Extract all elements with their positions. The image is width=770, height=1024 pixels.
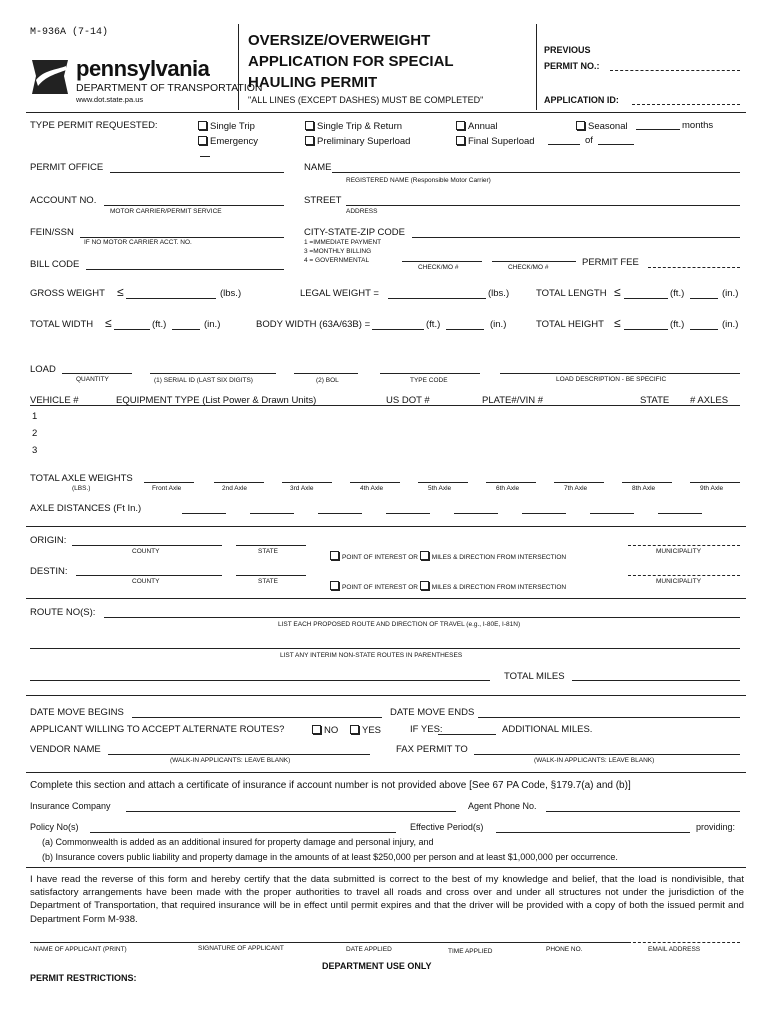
certification-text: I have read the reverse of this form and hereby certify that the data submitted is correct to the best of my knowledge and belief, that the load is nondivisible, that satisfactory arrangements have been made with the proper authorities to travel all roads and cross over and under all structures not under the jurisdiction of the Department of Transportation, that required insurance will be in effect until permit expires and that the driver will be provided with a copy of both the issued permit and Department Form M-938. — [30, 874, 744, 925]
legal-weight-unit: (lbs.) — [488, 288, 510, 299]
header-rule — [26, 112, 746, 113]
name-field[interactable] — [332, 172, 740, 173]
account-label: ACCOUNT NO. — [30, 195, 97, 206]
check-mo-field-1[interactable] — [402, 261, 482, 262]
single-trip-checkbox[interactable] — [198, 121, 207, 130]
applicant-name-label: NAME OF APPLICANT (PRINT) — [34, 946, 127, 953]
route-no-field[interactable] — [104, 617, 740, 618]
destin-poi-option[interactable]: POINT OF INTEREST OR MILES & DIRECTION FROM INTERSECTION — [330, 581, 566, 592]
street-label: STREET — [304, 195, 342, 206]
destin-municipality-sublabel: MUNICIPALITY — [656, 578, 702, 585]
additional-miles-field[interactable] — [438, 734, 496, 735]
legal-weight-label: LEGAL WEIGHT = — [300, 288, 379, 299]
destin-miles-checkbox[interactable] — [420, 581, 429, 590]
load-description-sublabel: LOAD DESCRIPTION - BE SPECIFIC — [556, 376, 667, 383]
bill-code-field[interactable] — [86, 269, 284, 270]
completion-note: "ALL LINES (EXCEPT DASHES) MUST BE COMPLETED" — [248, 95, 484, 105]
preliminary-superload-option[interactable]: Preliminary Superload — [305, 136, 410, 147]
state-header: STATE — [640, 395, 670, 406]
body-width-in-field[interactable] — [446, 329, 484, 330]
fein-field[interactable] — [80, 237, 284, 238]
destin-label: DESTIN: — [30, 566, 68, 577]
equipment-header: EQUIPMENT TYPE (List Power & Drawn Units) — [116, 395, 317, 406]
seasonal-of-field[interactable] — [598, 144, 634, 145]
origin-miles-checkbox[interactable] — [420, 551, 429, 560]
months-label: months — [682, 120, 714, 131]
permit-fee-label: PERMIT FEE — [582, 257, 639, 268]
total-width-in-field[interactable] — [172, 329, 200, 330]
permit-restrictions-label: PERMIT RESTRICTIONS: — [30, 973, 137, 983]
axle-col-8: 8th Axle — [632, 485, 656, 492]
header-divider-left — [238, 24, 239, 110]
department-use-label: DEPARTMENT USE ONLY — [322, 961, 432, 971]
vehicle-header: VEHICLE # — [30, 395, 79, 406]
final-superload-field[interactable] — [548, 144, 580, 145]
applicant-signature-label: SIGNATURE OF APPLICANT — [198, 945, 284, 952]
total-miles-label: TOTAL MILES — [504, 671, 565, 682]
name-label: NAME — [304, 162, 332, 173]
serial-sublabel: (1) SERIAL ID (LAST SIX DIGITS) — [154, 377, 253, 384]
front-axle-field[interactable] — [144, 482, 194, 483]
axle-col-5: 5th Axle — [428, 485, 452, 492]
le-symbol: ≤ — [614, 316, 621, 330]
route-section-rule — [26, 526, 746, 527]
permit-type-label: TYPE PERMIT REQUESTED: — [30, 120, 158, 131]
vendor-name-field[interactable] — [108, 754, 370, 755]
brand-name: pennsylvania — [76, 56, 210, 81]
effective-period-label: Effective Period(s) — [410, 822, 484, 832]
street-sublabel: ADDRESS — [346, 208, 378, 215]
origin-poi-option[interactable]: POINT OF INTEREST OR MILES & DIRECTION FROM INTERSECTION — [330, 551, 566, 562]
title-line-2: APPLICATION FOR SPECIAL — [248, 53, 454, 70]
axle-9-field[interactable] — [690, 482, 740, 483]
axle-distance-4-field[interactable] — [386, 513, 430, 514]
previous-permit-label: PERMIT NO.: — [544, 61, 600, 71]
destin-poi-checkbox[interactable] — [330, 581, 339, 590]
axle-col-4: 4th Axle — [360, 485, 384, 492]
single-trip-return-checkbox[interactable] — [305, 121, 314, 130]
street-field[interactable] — [346, 205, 740, 206]
total-width-in-unit: (in.) — [204, 319, 221, 330]
body-width-ft-field[interactable] — [372, 329, 424, 330]
route-sublabel-1: LIST EACH PROPOSED ROUTE AND DIRECTION OF TRAVEL (e.g., I-80E, I-81N) — [278, 621, 521, 628]
destin-state-sublabel: STATE — [258, 578, 278, 585]
total-length-ft-unit: (ft.) — [670, 288, 685, 299]
fax-walkin-note: (WALK-IN APPLICANTS: LEAVE BLANK) — [534, 757, 655, 764]
axle-distance-1-field[interactable] — [182, 513, 226, 514]
insurance-clause-a: (a) Commonwealth is added as an additional insured for property damage and personal injury, and — [42, 837, 434, 847]
load-bol-field[interactable] — [294, 373, 358, 374]
seasonal-option[interactable]: Seasonal — [576, 121, 628, 132]
date-begins-label: DATE MOVE BEGINS — [30, 707, 124, 718]
permit-office-field[interactable] — [110, 172, 284, 173]
axle-weights-label: TOTAL AXLE WEIGHTS — [30, 473, 133, 484]
annual-checkbox[interactable] — [456, 121, 465, 130]
name-sublabel: REGISTERED NAME (Responsible Motor Carrier) — [346, 177, 491, 184]
load-serial-field[interactable] — [150, 373, 276, 374]
alternate-routes-label: APPLICANT WILLING TO ACCEPT ALTERNATE ROUTES? — [30, 724, 285, 735]
le-symbol: ≤ — [105, 316, 112, 330]
route-line-2[interactable] — [30, 648, 740, 649]
permit-office-label: PERMIT OFFICE — [30, 162, 104, 173]
vehicle-row-3: 3 — [32, 445, 38, 456]
email-address-label: EMAIL ADDRESS — [648, 946, 701, 953]
axle-col-3: 3rd Axle — [290, 485, 314, 492]
origin-municipality-field[interactable] — [628, 545, 740, 546]
total-height-label: TOTAL HEIGHT — [536, 319, 604, 330]
penndot-keystone-logo-icon — [30, 56, 70, 103]
fax-permit-label: FAX PERMIT TO — [396, 744, 468, 755]
vehicle-row-2: 2 — [32, 428, 38, 439]
city-state-zip-label: CITY-STATE-ZIP CODE — [304, 227, 405, 238]
check-mo-field-2[interactable] — [492, 261, 576, 262]
bol-sublabel: (2) BOL — [316, 377, 339, 384]
emergency-option[interactable]: Emergency — [198, 136, 258, 147]
account-sublabel: MOTOR CARRIER/PERMIT SERVICE — [110, 208, 222, 215]
form-number: M-936A (7-14) — [30, 27, 109, 38]
axle-3-field[interactable] — [282, 482, 332, 483]
axle-8-field[interactable] — [622, 482, 672, 483]
time-applied-label: TIME APPLIED — [448, 948, 493, 955]
account-field[interactable] — [104, 205, 284, 206]
fein-sublabel: IF NO MOTOR CARRIER ACCT. NO. — [84, 239, 192, 246]
load-description-field[interactable] — [500, 373, 740, 374]
fax-permit-field[interactable] — [474, 754, 740, 755]
axle-7-field[interactable] — [554, 482, 604, 483]
usdot-header: US DOT # — [386, 395, 430, 406]
axle-col-2: 2nd Axle — [222, 485, 247, 492]
destin-state-field[interactable] — [236, 575, 306, 576]
move-section-rule — [26, 695, 746, 696]
application-id-field[interactable] — [632, 104, 740, 105]
destin-county-sublabel: COUNTY — [132, 578, 160, 585]
policy-no-label: Policy No(s) — [30, 822, 79, 832]
tick-mark — [200, 156, 210, 157]
check-mo-label-1: CHECK/MO # — [418, 264, 459, 271]
application-id-label: APPLICATION ID: — [544, 95, 619, 105]
alternate-no-option[interactable]: NO — [312, 725, 338, 736]
total-width-ft-unit: (ft.) — [152, 319, 167, 330]
bill-option-4: 4 = GOVERNMENTAL — [304, 257, 370, 264]
policy-no-field[interactable] — [90, 832, 396, 833]
dot-url: www.dot.state.pa.us — [76, 95, 144, 104]
origin-state-field[interactable] — [236, 545, 306, 546]
date-applied-label: DATE APPLIED — [346, 946, 392, 953]
vehicle-row-1: 1 — [32, 411, 38, 422]
vendor-name-label: VENDOR NAME — [30, 744, 101, 755]
vehicle-header-rule — [30, 405, 740, 406]
total-height-in-unit: (in.) — [722, 319, 739, 330]
axle-col-9: 9th Axle — [700, 485, 724, 492]
bill-code-label: BILL CODE — [30, 259, 80, 270]
final-superload-checkbox[interactable] — [456, 136, 465, 145]
email-line[interactable] — [628, 942, 740, 943]
total-height-in-field[interactable] — [690, 329, 718, 330]
agent-phone-label: Agent Phone No. — [468, 801, 537, 811]
axle-lbs-label: (LBS.) — [72, 485, 91, 492]
header-divider-right — [536, 24, 537, 110]
axle-4-field[interactable] — [350, 482, 400, 483]
date-ends-label: DATE MOVE ENDS — [390, 707, 475, 718]
alternate-no-checkbox[interactable] — [312, 725, 321, 734]
additional-miles-label: ADDITIONAL MILES. — [502, 724, 593, 735]
plate-vin-header: PLATE#/VIN # — [482, 395, 544, 406]
certification-rule — [26, 867, 746, 868]
total-miles-field[interactable] — [572, 680, 740, 681]
total-height-ft-field[interactable] — [624, 329, 668, 330]
axle-distances-label: AXLE DISTANCES (Ft In.) — [30, 503, 142, 514]
vendor-walkin-note: (WALK-IN APPLICANTS: LEAVE BLANK) — [170, 757, 291, 764]
annual-option[interactable]: Annual — [456, 121, 498, 132]
seasonal-months-field[interactable] — [636, 129, 680, 130]
bill-option-3: 3 =MONTHLY BILLING — [304, 248, 372, 255]
total-height-ft-unit: (ft.) — [670, 319, 685, 330]
load-label: LOAD — [30, 364, 56, 375]
city-state-zip-field[interactable] — [412, 237, 740, 238]
route-no-rule — [26, 598, 746, 599]
insurance-company-label: Insurance Company — [30, 801, 111, 811]
preliminary-superload-checkbox[interactable] — [305, 136, 314, 145]
date-begins-field[interactable] — [132, 717, 382, 718]
origin-label: ORIGIN: — [30, 535, 67, 546]
single-trip-return-option[interactable]: Single Trip & Return — [305, 121, 402, 132]
date-ends-field[interactable] — [478, 717, 740, 718]
axle-distance-7-field[interactable] — [590, 513, 634, 514]
providing-label: providing: — [696, 822, 736, 832]
origin-municipality-sublabel: MUNICIPALITY — [656, 548, 702, 555]
insurance-clause-b: (b) Insurance covers public liability and property damage in the amounts of at least $250,000 per person and at least $1,000,000 per occurrence. — [42, 852, 618, 862]
previous-label: PREVIOUS — [544, 45, 591, 55]
route-sublabel-2: LIST ANY INTERIM NON-STATE ROUTES IN PARENTHESES — [280, 652, 463, 659]
le-symbol: ≤ — [614, 285, 621, 299]
single-trip-option[interactable]: Single Trip — [198, 121, 255, 132]
destin-county-field[interactable] — [76, 575, 222, 576]
bill-option-1: 1 =IMMEDIATE PAYMENT — [304, 239, 382, 246]
total-width-label: TOTAL WIDTH — [30, 319, 94, 330]
alternate-yes-checkbox[interactable] — [350, 725, 359, 734]
body-width-ft-unit: (ft.) — [426, 319, 441, 330]
type-code-sublabel: TYPE CODE — [410, 377, 448, 384]
body-width-label: BODY WIDTH (63A/63B) = — [256, 319, 371, 330]
le-symbol: ≤ — [117, 285, 124, 299]
axle-col-6: 6th Axle — [496, 485, 520, 492]
gross-weight-label: GROSS WEIGHT — [30, 288, 105, 299]
total-width-ft-field[interactable] — [114, 329, 150, 330]
total-length-in-field[interactable] — [690, 298, 718, 299]
total-length-ft-field[interactable] — [624, 298, 668, 299]
origin-state-sublabel: STATE — [258, 548, 278, 555]
agent-phone-field[interactable] — [546, 811, 740, 812]
destin-municipality-field[interactable] — [628, 575, 740, 576]
quantity-sublabel: QUANTITY — [76, 376, 109, 383]
total-length-label: TOTAL LENGTH — [536, 288, 607, 299]
insurance-section-rule — [26, 772, 746, 773]
origin-county-field[interactable] — [72, 545, 222, 546]
check-mo-label-2: CHECK/MO # — [508, 264, 549, 271]
legal-weight-field[interactable] — [388, 298, 486, 299]
axle-distance-3-field[interactable] — [318, 513, 362, 514]
route-no-label: ROUTE NO(S): — [30, 607, 96, 618]
axle-col-1: Front Axle — [152, 485, 182, 492]
axle-distance-6-field[interactable] — [522, 513, 566, 514]
fein-label: FEIN/SSN — [30, 227, 74, 238]
axle-col-7: 7th Axle — [564, 485, 588, 492]
axle-2-field[interactable] — [214, 482, 264, 483]
if-yes-label: IF YES: — [410, 724, 443, 735]
alternate-yes-option[interactable]: YES — [350, 725, 381, 736]
route-line-3[interactable] — [30, 680, 490, 681]
seasonal-checkbox[interactable] — [576, 121, 585, 130]
signature-line[interactable] — [30, 942, 628, 943]
previous-permit-field[interactable] — [610, 70, 740, 71]
phone-no-label: PHONE NO. — [546, 946, 583, 953]
gross-weight-unit: (lbs.) — [220, 288, 242, 299]
title-line-3: HAULING PERMIT — [248, 74, 378, 91]
axle-5-field[interactable] — [418, 482, 468, 483]
permit-fee-field[interactable] — [648, 267, 740, 268]
final-superload-option[interactable]: Final Superload — [456, 136, 535, 147]
gross-weight-field[interactable] — [126, 298, 216, 299]
load-type-code-field[interactable] — [380, 373, 480, 374]
axle-6-field[interactable] — [486, 482, 536, 483]
insurance-intro: Complete this section and attach a certificate of insurance if account number is not provided above [See 67 PA Code, §179.7(a) and (b)] — [30, 780, 631, 791]
total-length-in-unit: (in.) — [722, 288, 739, 299]
axle-distance-8-field[interactable] — [658, 513, 702, 514]
of-label: of — [585, 135, 593, 146]
origin-poi-checkbox[interactable] — [330, 551, 339, 560]
body-width-in-unit: (in.) — [490, 319, 507, 330]
origin-county-sublabel: COUNTY — [132, 548, 160, 555]
insurance-company-field[interactable] — [126, 811, 456, 812]
load-quantity-field[interactable] — [62, 373, 132, 374]
emergency-checkbox[interactable] — [198, 136, 207, 145]
dept-name: DEPARTMENT OF TRANSPORTATION — [76, 82, 263, 94]
axle-distance-2-field[interactable] — [250, 513, 294, 514]
title-line-1: OVERSIZE/OVERWEIGHT — [248, 32, 431, 49]
effective-period-field[interactable] — [496, 832, 690, 833]
axles-header: # AXLES — [690, 395, 729, 406]
axle-distance-5-field[interactable] — [454, 513, 498, 514]
